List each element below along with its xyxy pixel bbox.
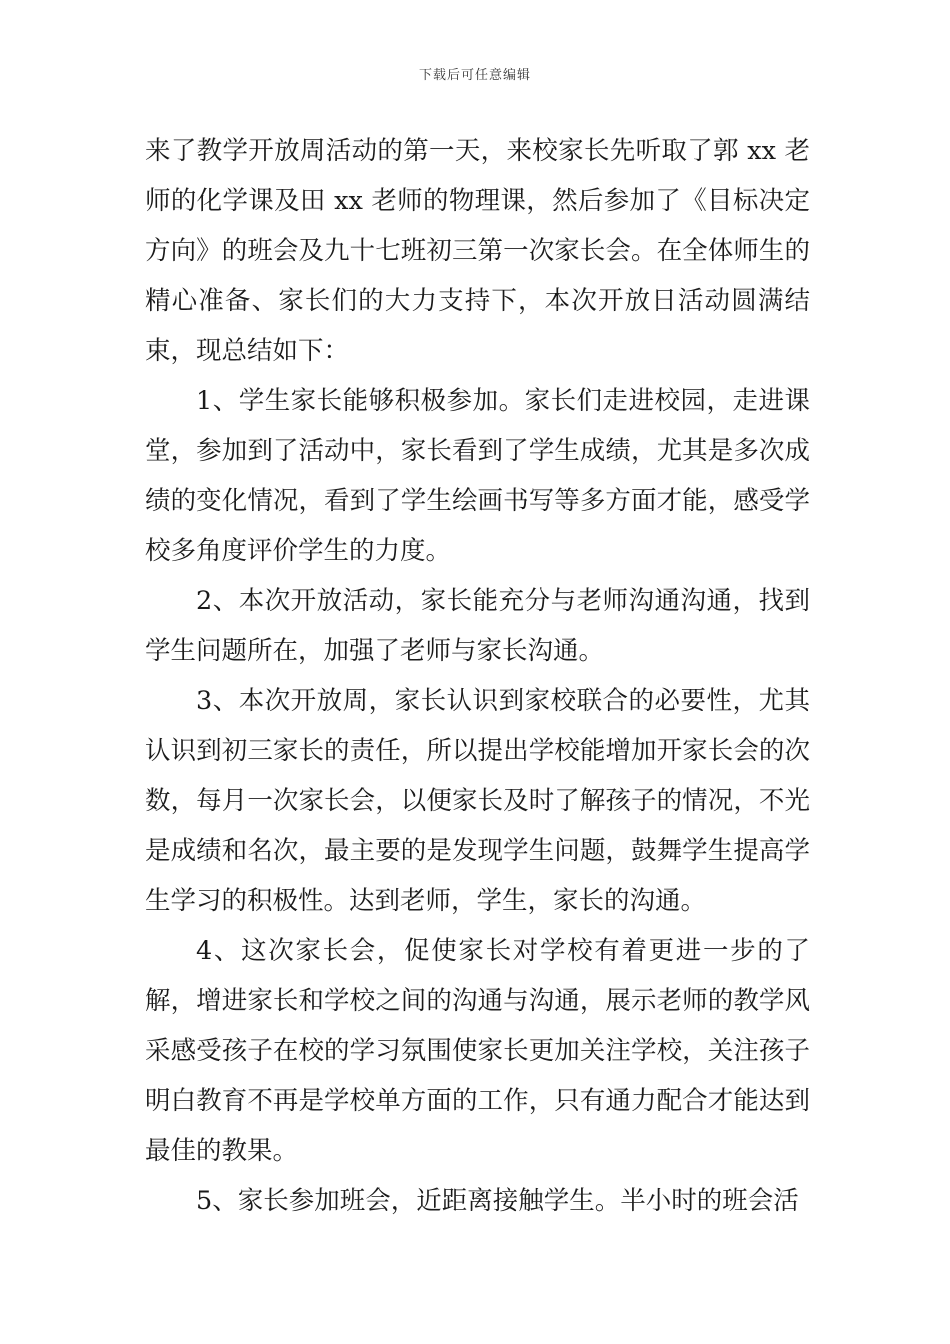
paragraph-item-1: 1、学生家长能够积极参加。家长们走进校园，走进课堂，参加到了活动中，家长看到了学生成绩，尤其是多次成绩的变化情况，看到了学生绘画书写等多方面才能，感受学校多角度评价学生的力度。 [145,386,810,566]
paragraph-item-5: 5、家长参加班会，近距离接触学生。半小时的班会活 [196,1186,799,1216]
paragraph-item-3: 3、本次开放周，家长认识到家校联合的必要性，尤其认识到初三家长的责任，所以提出学校能增加开家长会的次数，每月一次家长会，以便家长及时了解孩子的情况，不光是成绩和名次，最主要的是发现学生问题，鼓舞学生提高学生学习的积极性。达到老师，学生，家长的沟通。 [145,686,810,916]
paragraph-item-2: 2、本次开放活动，家长能充分与老师沟通沟通，找到学生问题所在，加强了老师与家长沟通。 [145,586,810,666]
paragraph-intro: 来了教学开放周活动的第一天，来校家长先听取了郭 xx 老师的化学课及田 xx 老师的物理课，然后参加了《目标决定方向》的班会及九十七班初三第一次家长会。在全体师生的精心准备、家长们的大力支持下，本次开放日活动圆满结束，现总结如下： [145,136,810,366]
document-body [145,126,810,1226]
paragraph-item-4: 4、这次家长会，促使家长对学校有着更进一步的了解，增进家长和学校之间的沟通与沟通，展示老师的教学风采感受孩子在校的学习氛围使家长更加关注学校，关注孩子明白教育不再是学校单方面的工作，只有通力配合才能达到最佳的教果。 [145,936,810,1166]
page-header-note: 下载后可任意编辑 [418,68,531,83]
